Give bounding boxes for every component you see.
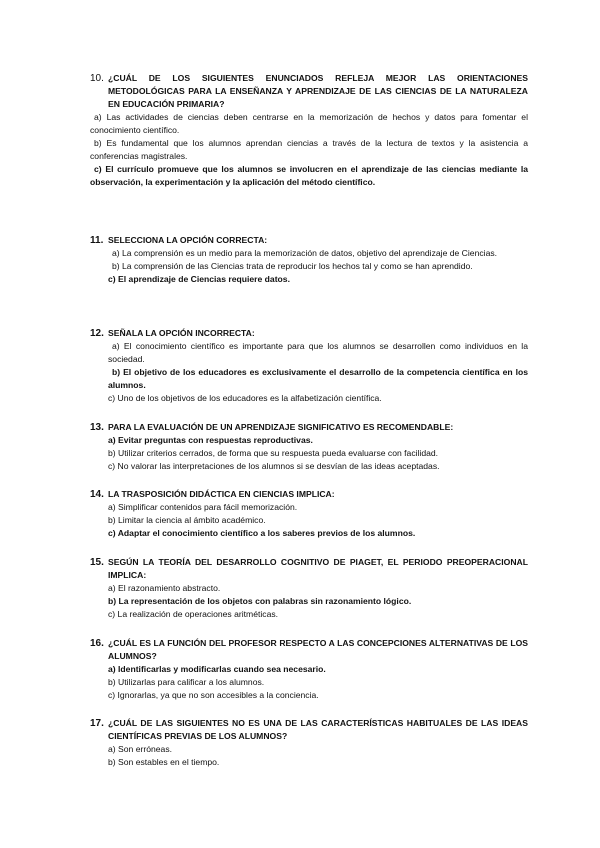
question-text: ¿CUÁL DE LAS SIGUIENTES NO ES UNA DE LAS CARACTERÍSTICAS HABITUALES DE LAS IDEAS CIENTÍFICAS PREVIAS DE LOS ALUMNOS? [108, 718, 528, 741]
question-12 [90, 327, 528, 405]
question-text: SEÑALA LA OPCIÓN INCORRECTA: [108, 328, 255, 338]
option-b: b) Utilizar criterios cerrados, de forma que su respuesta pueda evaluarse con facilidad. [108, 448, 439, 458]
option-b: b) El objetivo de los educadores es exclusivamente el desarrollo de la competencia científica en los alumnos. [108, 367, 528, 390]
option-c: c) Ignorarlas, ya que no son accesibles a la conciencia. [108, 690, 319, 700]
option-c: c) El aprendizaje de Ciencias requiere datos. [108, 274, 290, 284]
question-number: 11. [90, 235, 104, 246]
option-c: c) La realización de operaciones aritméticas. [108, 609, 279, 619]
question-number: 17. [90, 718, 104, 729]
question-number: 15. [90, 557, 104, 568]
question-11 [90, 234, 528, 286]
option-b: b) Utilizarlas para calificar a los alumnos. [108, 677, 265, 687]
option-c: c) Adaptar el conocimiento científico a los saberes previos de los alumnos. [108, 528, 416, 538]
question-17 [90, 717, 528, 769]
option-a: a) Evitar preguntas con respuestas reproductivas. [108, 435, 313, 445]
option-b: b) La representación de los objetos con palabras sin razonamiento lógico. [108, 596, 412, 606]
question-15 [90, 556, 528, 621]
question-number: 12. [90, 328, 104, 339]
option-a: a) La comprensión es un medio para la memorización de datos, objetivo del aprendizaje de Ciencias. [112, 248, 498, 258]
option-a: a) Son erróneas. [108, 744, 173, 754]
question-13 [90, 421, 528, 473]
question-number: 16. [90, 638, 104, 649]
option-a: a) El razonamiento abstracto. [108, 583, 221, 593]
question-text: LA TRASPOSICIÓN DIDÁCTICA EN CIENCIAS IMPLICA: [108, 489, 335, 499]
question-16 [90, 637, 528, 702]
question-text: ¿CUÁL ES LA FUNCIÓN DEL PROFESOR RESPECTO A LAS CONCEPCIONES ALTERNATIVAS DE LOS ALUMNOS? [108, 638, 528, 661]
option-a: a) Las actividades de ciencias deben centrarse en la memorización de hechos y datos para fomentar el conocimiento científico. [90, 112, 528, 135]
option-a: a) El conocimiento científico es importante para que los alumnos se desarrollen como individuos en la sociedad. [108, 341, 528, 364]
question-text: SELECCIONA LA OPCIÓN CORRECTA: [108, 235, 268, 245]
question-text: SEGÚN LA TEORÍA DEL DESARROLLO COGNITIVO DE PIAGET, EL PERIODO PREOPERACIONAL IMPLICA: [108, 557, 528, 580]
question-number: 10. [90, 73, 104, 84]
question-text: ¿CUÁL DE LOS SIGUIENTES ENUNCIADOS REFLEJA MEJOR LAS ORIENTACIONES METODOLÓGICAS PARA LA ENSEÑANZA Y APRENDIZAJE DE LAS CIENCIAS DE LA NATURALEZA EN EDUCACIÓN PRIMARIA? [108, 73, 528, 109]
question-14 [90, 488, 528, 540]
question-number: 14. [90, 489, 104, 500]
option-c: c) No valorar las interpretaciones de los alumnos si se desvían de las ideas aceptadas. [108, 461, 440, 471]
option-a: a) Simplificar contenidos para fácil memorización. [108, 502, 298, 512]
option-b: b) Es fundamental que los alumnos aprendan ciencias a través de la lectura de textos y la asistencia a conferencias magistrales. [90, 138, 528, 161]
option-c: c) Uno de los objetivos de los educadores es la alfabetización científica. [108, 393, 382, 403]
option-b: b) Son estables en el tiempo. [108, 757, 220, 767]
option-c: c) El currículo promueve que los alumnos se involucren en el aprendizaje de las ciencias mediante la observación, la experimentación y la aplicación del método científico. [90, 164, 528, 187]
option-b: b) Limitar la ciencia al ámbito académico. [108, 515, 266, 525]
question-text: PARA LA EVALUACIÓN DE UN APRENDIZAJE SIGNIFICATIVO ES RECOMENDABLE: [108, 422, 454, 432]
option-a: a) Identificarlas y modificarlas cuando sea necesario. [108, 664, 326, 674]
option-b: b) La comprensión de las Ciencias trata de reproducir los hechos tal y como se han aprendido. [112, 261, 473, 271]
question-10 [90, 72, 528, 189]
question-number: 13. [90, 422, 104, 433]
